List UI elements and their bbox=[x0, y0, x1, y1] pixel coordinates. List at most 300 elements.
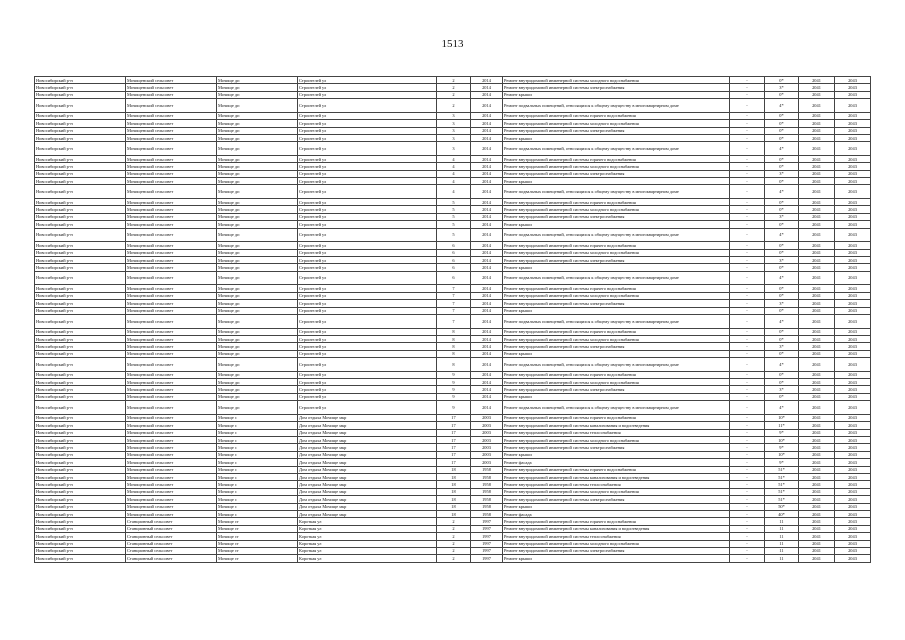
table-row bbox=[35, 155, 871, 162]
year-to-cell: 2043 bbox=[835, 371, 871, 378]
settlement-cell: Мочище дп bbox=[217, 242, 298, 249]
percent-cell: 9* bbox=[765, 444, 799, 451]
house-number-cell: 6 bbox=[437, 257, 471, 264]
blank-cell: - bbox=[730, 459, 765, 466]
percent-cell: 4* bbox=[765, 358, 799, 372]
work-type-cell: Ремонт внутридомовой инженерной системы горячего водоснабжения bbox=[503, 155, 730, 162]
house-number-cell: 9 bbox=[437, 379, 471, 386]
settlement-cell: Мочище с bbox=[217, 429, 298, 436]
settlement-cell: Мочище дп bbox=[217, 185, 298, 199]
year-from-cell: 2041 bbox=[799, 371, 835, 378]
year-from-cell: 2041 bbox=[799, 555, 835, 562]
settlement-cell: Мочище с bbox=[217, 414, 298, 421]
district-cell: Новосибирский р-н bbox=[35, 199, 126, 206]
street-cell: Строителей ул bbox=[298, 213, 437, 220]
settlement-cell: Мочище дп bbox=[217, 221, 298, 228]
build-year-cell: 2014 bbox=[471, 350, 503, 357]
blank-cell: - bbox=[730, 343, 765, 350]
council-cell: Мочищенский сельсовет bbox=[126, 401, 217, 415]
build-year-cell: 1997 bbox=[471, 547, 503, 554]
build-year-cell: 2014 bbox=[471, 393, 503, 400]
table-row bbox=[35, 99, 871, 113]
work-type-cell: Ремонт внутридомовой инженерной системы горячего водоснабжения bbox=[503, 414, 730, 421]
year-to-cell: 2043 bbox=[835, 451, 871, 458]
council-cell: Мочищенский сельсовет bbox=[126, 257, 217, 264]
house-number-cell: 2 bbox=[437, 91, 471, 98]
percent-cell: 40* bbox=[765, 510, 799, 517]
percent-cell: 3* bbox=[765, 170, 799, 177]
percent-cell: 0* bbox=[765, 350, 799, 357]
work-type-cell: Ремонт внутридомовой инженерной системы электроснабжения bbox=[503, 547, 730, 554]
council-cell: Мочищенский сельсовет bbox=[126, 358, 217, 372]
street-cell: Строителей ул bbox=[298, 206, 437, 213]
district-cell: Новосибирский р-н bbox=[35, 379, 126, 386]
settlement-cell: Мочище дп bbox=[217, 249, 298, 256]
work-type-cell: Ремонт фасада bbox=[503, 510, 730, 517]
work-type-cell: Ремонт внутридомовой инженерной системы электроснабжения bbox=[503, 386, 730, 393]
house-number-cell: 3 bbox=[437, 127, 471, 134]
build-year-cell: 2014 bbox=[471, 335, 503, 342]
year-to-cell: 2043 bbox=[835, 510, 871, 517]
street-cell: Дом отдыха Мочище мкр bbox=[298, 473, 437, 480]
build-year-cell: 1997 bbox=[471, 540, 503, 547]
work-type-cell: Ремонт внутридомовой инженерной системы холодного водоснабжения bbox=[503, 120, 730, 127]
council-cell: Мочищенский сельсовет bbox=[126, 134, 217, 141]
council-cell: Мочищенский сельсовет bbox=[126, 371, 217, 378]
district-cell: Новосибирский р-н bbox=[35, 466, 126, 473]
street-cell: Короткая ул bbox=[298, 540, 437, 547]
council-cell: Мочищенский сельсовет bbox=[126, 292, 217, 299]
house-number-cell: 6 bbox=[437, 271, 471, 285]
work-type-cell: Ремонт внутридомовой инженерной системы электроснабжения bbox=[503, 84, 730, 91]
table-row bbox=[35, 459, 871, 466]
year-from-cell: 2041 bbox=[799, 292, 835, 299]
street-cell: Строителей ул bbox=[298, 335, 437, 342]
build-year-cell: 2014 bbox=[471, 185, 503, 199]
settlement-cell: Мочище дп bbox=[217, 112, 298, 119]
year-to-cell: 2043 bbox=[835, 437, 871, 444]
street-cell: Короткая ул bbox=[298, 525, 437, 532]
year-from-cell: 2041 bbox=[799, 257, 835, 264]
table-row bbox=[35, 437, 871, 444]
street-cell: Строителей ул bbox=[298, 386, 437, 393]
table-row bbox=[35, 112, 871, 119]
settlement-cell: Мочище ст bbox=[217, 555, 298, 562]
settlement-cell: Мочище ст bbox=[217, 525, 298, 532]
street-cell: Строителей ул bbox=[298, 242, 437, 249]
settlement-cell: Мочище с bbox=[217, 496, 298, 503]
council-cell: Мочищенский сельсовет bbox=[126, 414, 217, 421]
build-year-cell: 2014 bbox=[471, 285, 503, 292]
year-to-cell: 2043 bbox=[835, 555, 871, 562]
street-cell: Строителей ул bbox=[298, 99, 437, 113]
settlement-cell: Мочище дп bbox=[217, 155, 298, 162]
table-row bbox=[35, 371, 871, 378]
blank-cell: - bbox=[730, 307, 765, 314]
blank-cell: - bbox=[730, 414, 765, 421]
district-cell: Новосибирский р-н bbox=[35, 350, 126, 357]
house-number-cell: 5 bbox=[437, 213, 471, 220]
street-cell: Строителей ул bbox=[298, 343, 437, 350]
blank-cell: - bbox=[730, 401, 765, 415]
blank-cell: - bbox=[730, 358, 765, 372]
blank-cell: - bbox=[730, 533, 765, 540]
work-type-cell: Ремонт внутридомовой инженерной системы канализования и водоотведения bbox=[503, 525, 730, 532]
year-from-cell: 2041 bbox=[799, 429, 835, 436]
council-cell: Мочищенский сельсовет bbox=[126, 444, 217, 451]
work-type-cell: Ремонт подвальных помещений, относящихся к общему имуществу в многоквартирном доме bbox=[503, 228, 730, 242]
table-row bbox=[35, 257, 871, 264]
year-to-cell: 2043 bbox=[835, 496, 871, 503]
blank-cell: - bbox=[730, 437, 765, 444]
year-to-cell: 2043 bbox=[835, 466, 871, 473]
district-cell: Новосибирский р-н bbox=[35, 555, 126, 562]
percent-cell: 4* bbox=[765, 401, 799, 415]
table-row bbox=[35, 451, 871, 458]
district-cell: Новосибирский р-н bbox=[35, 533, 126, 540]
percent-cell: 51* bbox=[765, 481, 799, 488]
district-cell: Новосибирский р-н bbox=[35, 127, 126, 134]
percent-cell: 4* bbox=[765, 314, 799, 328]
street-cell: Короткая ул bbox=[298, 533, 437, 540]
table-row bbox=[35, 386, 871, 393]
table-row bbox=[35, 127, 871, 134]
year-from-cell: 2041 bbox=[799, 242, 835, 249]
house-number-cell: 17 bbox=[437, 437, 471, 444]
settlement-cell: Мочище дп bbox=[217, 401, 298, 415]
blank-cell: - bbox=[730, 120, 765, 127]
year-to-cell: 2043 bbox=[835, 99, 871, 113]
percent-cell: 0* bbox=[765, 199, 799, 206]
district-cell: Новосибирский р-н bbox=[35, 525, 126, 532]
work-type-cell: Ремонт внутридомовой инженерной системы горячего водоснабжения bbox=[503, 242, 730, 249]
table-row bbox=[35, 358, 871, 372]
district-cell: Новосибирский р-н bbox=[35, 242, 126, 249]
district-cell: Новосибирский р-н bbox=[35, 178, 126, 185]
house-number-cell: 6 bbox=[437, 264, 471, 271]
build-year-cell: 2014 bbox=[471, 134, 503, 141]
district-cell: Новосибирский р-н bbox=[35, 510, 126, 517]
district-cell: Новосибирский р-н bbox=[35, 371, 126, 378]
table-row bbox=[35, 350, 871, 357]
year-from-cell: 2041 bbox=[799, 540, 835, 547]
table-row bbox=[35, 488, 871, 495]
house-number-cell: 18 bbox=[437, 510, 471, 517]
year-from-cell: 2041 bbox=[799, 481, 835, 488]
street-cell: Короткая ул bbox=[298, 518, 437, 525]
council-cell: Станционный сельсовет bbox=[126, 540, 217, 547]
settlement-cell: Мочище с bbox=[217, 422, 298, 429]
year-from-cell: 2041 bbox=[799, 185, 835, 199]
blank-cell: - bbox=[730, 473, 765, 480]
council-cell: Мочищенский сельсовет bbox=[126, 249, 217, 256]
percent-cell: 10* bbox=[765, 451, 799, 458]
district-cell: Новосибирский р-н bbox=[35, 414, 126, 421]
district-cell: Новосибирский р-н bbox=[35, 257, 126, 264]
year-from-cell: 2041 bbox=[799, 134, 835, 141]
build-year-cell: 2014 bbox=[471, 328, 503, 335]
house-number-cell: 5 bbox=[437, 228, 471, 242]
percent-cell: 4* bbox=[765, 228, 799, 242]
council-cell: Мочищенский сельсовет bbox=[126, 393, 217, 400]
council-cell: Станционный сельсовет bbox=[126, 525, 217, 532]
house-number-cell: 17 bbox=[437, 459, 471, 466]
council-cell: Мочищенский сельсовет bbox=[126, 185, 217, 199]
table-row bbox=[35, 379, 871, 386]
build-year-cell: 2014 bbox=[471, 371, 503, 378]
blank-cell: - bbox=[730, 112, 765, 119]
house-number-cell: 7 bbox=[437, 300, 471, 307]
work-type-cell: Ремонт подвальных помещений, относящихся к общему имуществу в многоквартирном доме bbox=[503, 185, 730, 199]
percent-cell: 3* bbox=[765, 84, 799, 91]
percent-cell: 11 bbox=[765, 525, 799, 532]
district-cell: Новосибирский р-н bbox=[35, 221, 126, 228]
blank-cell: - bbox=[730, 503, 765, 510]
house-number-cell: 2 bbox=[437, 99, 471, 113]
build-year-cell: 2014 bbox=[471, 228, 503, 242]
street-cell: Строителей ул bbox=[298, 228, 437, 242]
blank-cell: - bbox=[730, 547, 765, 554]
council-cell: Мочищенский сельсовет bbox=[126, 343, 217, 350]
council-cell: Мочищенский сельсовет bbox=[126, 271, 217, 285]
settlement-cell: Мочище дп bbox=[217, 343, 298, 350]
year-to-cell: 2043 bbox=[835, 533, 871, 540]
percent-cell: 3* bbox=[765, 386, 799, 393]
table-row bbox=[35, 429, 871, 436]
year-from-cell: 2041 bbox=[799, 328, 835, 335]
council-cell: Мочищенский сельсовет bbox=[126, 228, 217, 242]
build-year-cell: 2014 bbox=[471, 249, 503, 256]
year-from-cell: 2041 bbox=[799, 199, 835, 206]
percent-cell: 11* bbox=[765, 422, 799, 429]
district-cell: Новосибирский р-н bbox=[35, 112, 126, 119]
work-type-cell: Ремонт внутридомовой инженерной системы электроснабжения bbox=[503, 300, 730, 307]
percent-cell: 0* bbox=[765, 155, 799, 162]
year-from-cell: 2041 bbox=[799, 350, 835, 357]
year-from-cell: 2041 bbox=[799, 264, 835, 271]
house-number-cell: 5 bbox=[437, 206, 471, 213]
house-number-cell: 3 bbox=[437, 142, 471, 156]
build-year-cell: 2014 bbox=[471, 142, 503, 156]
settlement-cell: Мочище ст bbox=[217, 533, 298, 540]
build-year-cell: 1958 bbox=[471, 473, 503, 480]
percent-cell: 0* bbox=[765, 371, 799, 378]
year-to-cell: 2043 bbox=[835, 178, 871, 185]
settlement-cell: Мочище дп bbox=[217, 264, 298, 271]
blank-cell: - bbox=[730, 422, 765, 429]
district-cell: Новосибирский р-н bbox=[35, 547, 126, 554]
year-to-cell: 2043 bbox=[835, 473, 871, 480]
settlement-cell: Мочище дп bbox=[217, 163, 298, 170]
district-cell: Новосибирский р-н bbox=[35, 358, 126, 372]
district-cell: Новосибирский р-н bbox=[35, 393, 126, 400]
council-cell: Мочищенский сельсовет bbox=[126, 163, 217, 170]
build-year-cell: 2014 bbox=[471, 314, 503, 328]
build-year-cell: 1958 bbox=[471, 510, 503, 517]
district-cell: Новосибирский р-н bbox=[35, 343, 126, 350]
house-number-cell: 4 bbox=[437, 163, 471, 170]
blank-cell: - bbox=[730, 142, 765, 156]
table-row bbox=[35, 335, 871, 342]
build-year-cell: 2014 bbox=[471, 199, 503, 206]
street-cell: Строителей ул bbox=[298, 185, 437, 199]
capital-repair-table bbox=[34, 76, 871, 563]
build-year-cell: 2014 bbox=[471, 99, 503, 113]
blank-cell: - bbox=[730, 314, 765, 328]
percent-cell: 3* bbox=[765, 257, 799, 264]
settlement-cell: Мочище дп bbox=[217, 228, 298, 242]
settlement-cell: Мочище дп bbox=[217, 314, 298, 328]
district-cell: Новосибирский р-н bbox=[35, 213, 126, 220]
year-to-cell: 2043 bbox=[835, 77, 871, 84]
blank-cell: - bbox=[730, 206, 765, 213]
street-cell: Строителей ул bbox=[298, 163, 437, 170]
percent-cell: 51* bbox=[765, 473, 799, 480]
percent-cell: 0* bbox=[765, 91, 799, 98]
build-year-cell: 2014 bbox=[471, 163, 503, 170]
percent-cell: 0* bbox=[765, 163, 799, 170]
work-type-cell: Ремонт внутридомовой инженерной системы холодного водоснабжения bbox=[503, 249, 730, 256]
table-row bbox=[35, 473, 871, 480]
district-cell: Новосибирский р-н bbox=[35, 473, 126, 480]
blank-cell: - bbox=[730, 496, 765, 503]
street-cell: Короткая ул bbox=[298, 547, 437, 554]
table-row bbox=[35, 206, 871, 213]
year-from-cell: 2041 bbox=[799, 142, 835, 156]
settlement-cell: Мочище дп bbox=[217, 213, 298, 220]
house-number-cell: 8 bbox=[437, 343, 471, 350]
year-from-cell: 2041 bbox=[799, 459, 835, 466]
blank-cell: - bbox=[730, 271, 765, 285]
settlement-cell: Мочище дп bbox=[217, 300, 298, 307]
settlement-cell: Мочище дп bbox=[217, 91, 298, 98]
percent-cell: 3* bbox=[765, 213, 799, 220]
percent-cell: 0* bbox=[765, 292, 799, 299]
street-cell: Строителей ул bbox=[298, 257, 437, 264]
percent-cell: 4* bbox=[765, 99, 799, 113]
percent-cell: 0* bbox=[765, 221, 799, 228]
district-cell: Новосибирский р-н bbox=[35, 249, 126, 256]
build-year-cell: 2014 bbox=[471, 155, 503, 162]
year-to-cell: 2043 bbox=[835, 444, 871, 451]
council-cell: Мочищенский сельсовет bbox=[126, 496, 217, 503]
blank-cell: - bbox=[730, 99, 765, 113]
house-number-cell: 5 bbox=[437, 221, 471, 228]
percent-cell: 0* bbox=[765, 112, 799, 119]
percent-cell: 0* bbox=[765, 307, 799, 314]
house-number-cell: 18 bbox=[437, 503, 471, 510]
council-cell: Мочищенский сельсовет bbox=[126, 307, 217, 314]
build-year-cell: 2003 bbox=[471, 451, 503, 458]
build-year-cell: 2003 bbox=[471, 429, 503, 436]
blank-cell: - bbox=[730, 221, 765, 228]
year-from-cell: 2041 bbox=[799, 77, 835, 84]
street-cell: Строителей ул bbox=[298, 199, 437, 206]
work-type-cell: Ремонт внутридомовой инженерной системы горячего водоснабжения bbox=[503, 466, 730, 473]
street-cell: Дом отдыха Мочище мкр bbox=[298, 437, 437, 444]
street-cell: Строителей ул bbox=[298, 112, 437, 119]
work-type-cell: Ремонт внутридомовой инженерной системы теплоснабжения bbox=[503, 429, 730, 436]
street-cell: Строителей ул bbox=[298, 328, 437, 335]
district-cell: Новосибирский р-н bbox=[35, 422, 126, 429]
work-type-cell: Ремонт фасада bbox=[503, 459, 730, 466]
year-from-cell: 2041 bbox=[799, 444, 835, 451]
house-number-cell: 9 bbox=[437, 386, 471, 393]
year-from-cell: 2041 bbox=[799, 547, 835, 554]
year-to-cell: 2043 bbox=[835, 525, 871, 532]
year-to-cell: 2043 bbox=[835, 271, 871, 285]
district-cell: Новосибирский р-н bbox=[35, 228, 126, 242]
house-number-cell: 18 bbox=[437, 488, 471, 495]
street-cell: Строителей ул bbox=[298, 264, 437, 271]
district-cell: Новосибирский р-н bbox=[35, 99, 126, 113]
year-to-cell: 2043 bbox=[835, 120, 871, 127]
year-from-cell: 2041 bbox=[799, 221, 835, 228]
blank-cell: - bbox=[730, 328, 765, 335]
blank-cell: - bbox=[730, 386, 765, 393]
percent-cell: 51* bbox=[765, 488, 799, 495]
blank-cell: - bbox=[730, 518, 765, 525]
year-from-cell: 2041 bbox=[799, 112, 835, 119]
blank-cell: - bbox=[730, 371, 765, 378]
street-cell: Дом отдыха Мочище мкр bbox=[298, 414, 437, 421]
house-number-cell: 17 bbox=[437, 444, 471, 451]
house-number-cell: 17 bbox=[437, 429, 471, 436]
work-type-cell: Ремонт подвальных помещений, относящихся к общему имуществу в многоквартирном доме bbox=[503, 314, 730, 328]
house-number-cell: 18 bbox=[437, 466, 471, 473]
year-to-cell: 2043 bbox=[835, 314, 871, 328]
street-cell: Дом отдыха Мочище мкр bbox=[298, 481, 437, 488]
work-type-cell: Ремонт внутридомовой инженерной системы холодного водоснабжения bbox=[503, 206, 730, 213]
blank-cell: - bbox=[730, 213, 765, 220]
street-cell: Строителей ул bbox=[298, 170, 437, 177]
work-type-cell: Ремонт внутридомовой инженерной системы электроснабжения bbox=[503, 496, 730, 503]
street-cell: Строителей ул bbox=[298, 221, 437, 228]
settlement-cell: Мочище с bbox=[217, 466, 298, 473]
table-row bbox=[35, 178, 871, 185]
table-row bbox=[35, 264, 871, 271]
settlement-cell: Мочище ст bbox=[217, 518, 298, 525]
blank-cell: - bbox=[730, 199, 765, 206]
house-number-cell: 8 bbox=[437, 350, 471, 357]
house-number-cell: 9 bbox=[437, 401, 471, 415]
table-row bbox=[35, 555, 871, 562]
build-year-cell: 2014 bbox=[471, 120, 503, 127]
street-cell: Строителей ул bbox=[298, 134, 437, 141]
settlement-cell: Мочище ст bbox=[217, 540, 298, 547]
house-number-cell: 3 bbox=[437, 112, 471, 119]
house-number-cell: 17 bbox=[437, 422, 471, 429]
house-number-cell: 3 bbox=[437, 120, 471, 127]
table-row bbox=[35, 307, 871, 314]
percent-cell: 0* bbox=[765, 393, 799, 400]
work-type-cell: Ремонт крыши bbox=[503, 451, 730, 458]
work-type-cell: Ремонт внутридомовой инженерной системы холодного водоснабжения bbox=[503, 488, 730, 495]
table-row bbox=[35, 134, 871, 141]
blank-cell: - bbox=[730, 292, 765, 299]
work-type-cell: Ремонт внутридомовой инженерной системы холодного водоснабжения bbox=[503, 540, 730, 547]
year-to-cell: 2043 bbox=[835, 393, 871, 400]
percent-cell: 11 bbox=[765, 540, 799, 547]
blank-cell: - bbox=[730, 228, 765, 242]
district-cell: Новосибирский р-н bbox=[35, 155, 126, 162]
year-from-cell: 2041 bbox=[799, 99, 835, 113]
table-row bbox=[35, 163, 871, 170]
build-year-cell: 2014 bbox=[471, 221, 503, 228]
council-cell: Мочищенский сельсовет bbox=[126, 84, 217, 91]
blank-cell: - bbox=[730, 242, 765, 249]
year-to-cell: 2043 bbox=[835, 328, 871, 335]
